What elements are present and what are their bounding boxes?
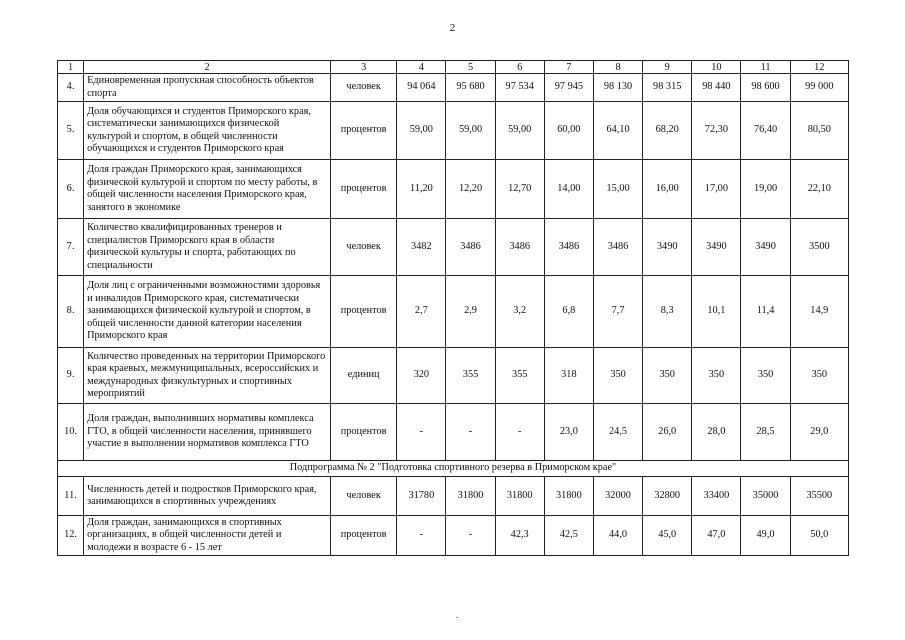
row-number: 4.: [58, 74, 84, 102]
value-cell: 80,50: [790, 102, 848, 160]
value-cell: 97 534: [495, 74, 544, 102]
row-number: 12.: [58, 516, 84, 556]
value-cell: 3486: [593, 219, 642, 276]
column-header: 3: [331, 61, 397, 74]
subprogram-row: [58, 461, 849, 477]
value-cell: 68,20: [643, 102, 692, 160]
row-number: 10.: [58, 404, 84, 461]
value-cell: -: [495, 404, 544, 461]
value-cell: 42,3: [495, 516, 544, 556]
value-cell: 22,10: [790, 160, 848, 219]
value-cell: 98 315: [643, 74, 692, 102]
value-cell: 19,00: [741, 160, 790, 219]
unit-cell: человек: [331, 74, 397, 102]
value-cell: 11,4: [741, 276, 790, 348]
value-cell: 98 440: [692, 74, 741, 102]
value-cell: 3482: [397, 219, 446, 276]
value-cell: 33400: [692, 477, 741, 516]
value-cell: 59,00: [446, 102, 495, 160]
value-cell: 59,00: [495, 102, 544, 160]
unit-cell: процентов: [331, 516, 397, 556]
value-cell: 31780: [397, 477, 446, 516]
value-cell: 350: [643, 348, 692, 404]
value-cell: 3500: [790, 219, 848, 276]
value-cell: 98 130: [593, 74, 642, 102]
value-cell: 12,70: [495, 160, 544, 219]
value-cell: 3486: [495, 219, 544, 276]
value-cell: 35000: [741, 477, 790, 516]
value-cell: -: [397, 516, 446, 556]
value-cell: 60,00: [544, 102, 593, 160]
table-row: [58, 348, 849, 404]
value-cell: 3490: [692, 219, 741, 276]
value-cell: 95 680: [446, 74, 495, 102]
value-cell: 24,5: [593, 404, 642, 461]
column-header: 8: [593, 61, 642, 74]
column-header: 7: [544, 61, 593, 74]
unit-cell: процентов: [331, 276, 397, 348]
value-cell: 32800: [643, 477, 692, 516]
table-row: [58, 160, 849, 219]
value-cell: 14,9: [790, 276, 848, 348]
value-cell: 3,2: [495, 276, 544, 348]
value-cell: 11,20: [397, 160, 446, 219]
indicator-name: Доля граждан, выполнивших нормативы комплекса ГТО, в общей численности населения, принявшего участие в выполнении нормативов комплекса ГТО: [84, 404, 331, 461]
value-cell: 320: [397, 348, 446, 404]
value-cell: 72,30: [692, 102, 741, 160]
indicator-name: Количество проведенных на территории Приморского края краевых, межмуниципальных, всероссийских и международных физкультурных и спортивных мероприятий: [84, 348, 331, 404]
value-cell: 12,20: [446, 160, 495, 219]
value-cell: 355: [495, 348, 544, 404]
value-cell: 98 600: [741, 74, 790, 102]
value-cell: 31800: [446, 477, 495, 516]
value-cell: 10,1: [692, 276, 741, 348]
indicator-name: Доля обучающихся и студентов Приморского края, систематически занимающихся физической культурой и спортом, в общей численности обучающихся и студентов Приморского края: [84, 102, 331, 160]
row-number: 11.: [58, 477, 84, 516]
column-header: 10: [692, 61, 741, 74]
value-cell: 29,0: [790, 404, 848, 461]
value-cell: 64,10: [593, 102, 642, 160]
value-cell: -: [446, 404, 495, 461]
value-cell: 28,5: [741, 404, 790, 461]
value-cell: 350: [741, 348, 790, 404]
indicator-name: Единовременная пропускная способность объектов спорта: [84, 74, 331, 102]
value-cell: 17,00: [692, 160, 741, 219]
column-header: 1: [58, 61, 84, 74]
header-row: [58, 61, 849, 74]
column-header: 9: [643, 61, 692, 74]
column-header: 12: [790, 61, 848, 74]
column-header: 5: [446, 61, 495, 74]
column-header: 6: [495, 61, 544, 74]
value-cell: 28,0: [692, 404, 741, 461]
table-row: [58, 477, 849, 516]
unit-cell: единиц: [331, 348, 397, 404]
value-cell: 99 000: [790, 74, 848, 102]
row-number: 7.: [58, 219, 84, 276]
value-cell: 32000: [593, 477, 642, 516]
value-cell: 31800: [495, 477, 544, 516]
indicators-table: [57, 60, 849, 556]
value-cell: 14,00: [544, 160, 593, 219]
value-cell: -: [446, 516, 495, 556]
column-header: 2: [84, 61, 331, 74]
value-cell: 42,5: [544, 516, 593, 556]
value-cell: 23,0: [544, 404, 593, 461]
table-row: [58, 276, 849, 348]
value-cell: 355: [446, 348, 495, 404]
row-number: 8.: [58, 276, 84, 348]
indicator-name: Доля граждан Приморского края, занимающихся физической культурой и спортом по месту работы, в общей численности населения Приморского края, занятого в экономике: [84, 160, 331, 219]
value-cell: 3486: [544, 219, 593, 276]
value-cell: 16,00: [643, 160, 692, 219]
page-number: 2: [449, 22, 456, 34]
value-cell: 7,7: [593, 276, 642, 348]
value-cell: 76,40: [741, 102, 790, 160]
subprogram-title: Подпрограмма № 2 "Подготовка спортивного резерва в Приморском крае": [58, 461, 849, 477]
unit-cell: процентов: [331, 404, 397, 461]
table-row: [58, 219, 849, 276]
value-cell: 318: [544, 348, 593, 404]
value-cell: 49,0: [741, 516, 790, 556]
table-row: [58, 74, 849, 102]
column-header: 4: [397, 61, 446, 74]
table-row: [58, 404, 849, 461]
value-cell: 26,0: [643, 404, 692, 461]
value-cell: 2,7: [397, 276, 446, 348]
bottom-mark: .: [456, 610, 459, 620]
value-cell: 47,0: [692, 516, 741, 556]
value-cell: 3490: [741, 219, 790, 276]
row-number: 9.: [58, 348, 84, 404]
value-cell: 94 064: [397, 74, 446, 102]
unit-cell: человек: [331, 477, 397, 516]
indicator-name: Численность детей и подростков Приморского края, занимающихся в спортивных учреждениях: [84, 477, 331, 516]
value-cell: -: [397, 404, 446, 461]
value-cell: 45,0: [643, 516, 692, 556]
table-row: [58, 516, 849, 556]
indicator-name: Доля лиц с ограниченными возможностями здоровья и инвалидов Приморского края, систематически занимающихся физической культурой и спортом, в общей численности данной категории населения Приморского края: [84, 276, 331, 348]
value-cell: 350: [593, 348, 642, 404]
value-cell: 50,0: [790, 516, 848, 556]
value-cell: 350: [790, 348, 848, 404]
unit-cell: человек: [331, 219, 397, 276]
value-cell: 35500: [790, 477, 848, 516]
value-cell: 350: [692, 348, 741, 404]
value-cell: 31800: [544, 477, 593, 516]
indicator-name: Доля граждан, занимающихся в спортивных организациях, в общей численности детей и молодежи в возрасте 6 - 15 лет: [84, 516, 331, 556]
unit-cell: процентов: [331, 160, 397, 219]
value-cell: 2,9: [446, 276, 495, 348]
value-cell: 8,3: [643, 276, 692, 348]
value-cell: 6,8: [544, 276, 593, 348]
value-cell: 44,0: [593, 516, 642, 556]
indicator-name: Количество квалифицированных тренеров и специалистов Приморского края в области физической культуры и спорта, работающих по специальности: [84, 219, 331, 276]
value-cell: 3486: [446, 219, 495, 276]
value-cell: 3490: [643, 219, 692, 276]
row-number: 5.: [58, 102, 84, 160]
value-cell: 97 945: [544, 74, 593, 102]
unit-cell: процентов: [331, 102, 397, 160]
table-row: [58, 102, 849, 160]
value-cell: 59,00: [397, 102, 446, 160]
column-header: 11: [741, 61, 790, 74]
row-number: 6.: [58, 160, 84, 219]
value-cell: 15,00: [593, 160, 642, 219]
